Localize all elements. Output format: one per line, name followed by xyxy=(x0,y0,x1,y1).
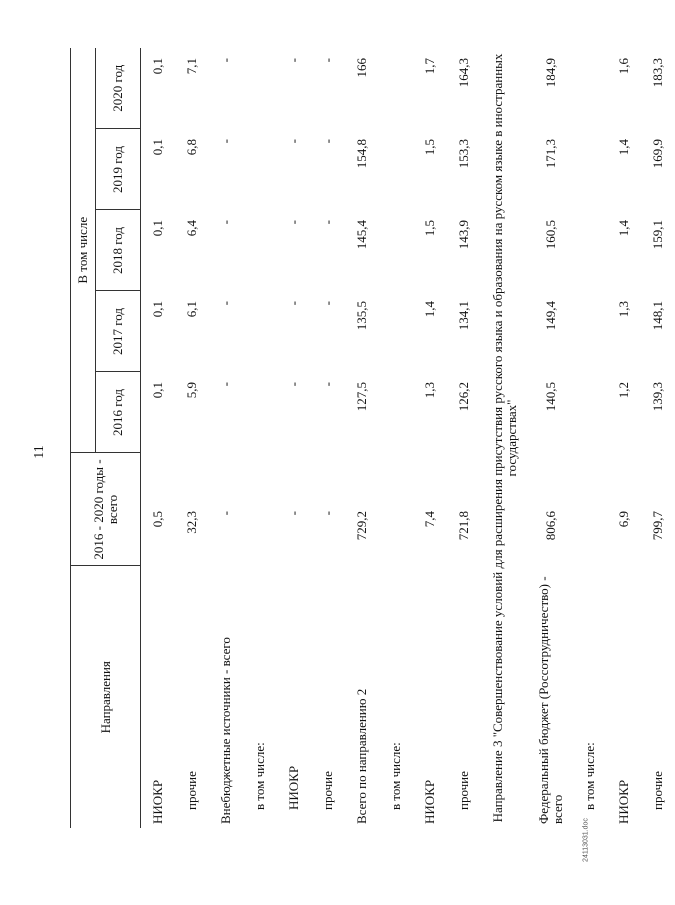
cell: 126,2 xyxy=(456,382,471,412)
header-total: 2016 - 2020 годы - всего xyxy=(71,453,141,566)
cell: 1,4 xyxy=(422,301,437,318)
header-year: 2017 год xyxy=(96,291,141,372)
cell xyxy=(573,453,607,566)
cell: - xyxy=(320,139,335,144)
cell: - xyxy=(286,511,301,516)
cell: 0,1 xyxy=(150,220,165,237)
cell xyxy=(379,291,413,372)
table-row xyxy=(607,48,641,828)
cell: 1,2 xyxy=(616,382,631,399)
cell: 7,1 xyxy=(184,58,199,75)
header-year: 2020 год xyxy=(96,48,141,129)
cell: - xyxy=(218,511,233,516)
cell: 0,1 xyxy=(150,139,165,156)
section-title-row xyxy=(481,48,529,828)
cell xyxy=(379,372,413,453)
cell xyxy=(243,453,277,566)
cell: 0,1 xyxy=(150,58,165,75)
cell xyxy=(379,48,413,129)
cell: 6,8 xyxy=(184,139,199,156)
cell: 1,3 xyxy=(616,301,631,318)
row-label: НИОКР xyxy=(616,779,631,824)
table-row xyxy=(345,48,379,828)
cell: - xyxy=(286,382,301,387)
cell: - xyxy=(320,511,335,516)
cell: - xyxy=(286,139,301,144)
cell: 1,3 xyxy=(422,382,437,399)
table-row xyxy=(529,48,573,828)
cell: 140,5 xyxy=(543,382,558,412)
cell: 154,8 xyxy=(354,139,369,169)
cell: 6,1 xyxy=(184,301,199,318)
cell: 159,1 xyxy=(650,220,665,250)
footer-filename: 24113031.doc xyxy=(582,818,590,862)
table-row xyxy=(447,48,481,828)
cell: 1,5 xyxy=(422,139,437,156)
cell: 183,3 xyxy=(650,58,665,88)
cell: 0,1 xyxy=(150,382,165,399)
cell: 139,3 xyxy=(650,382,665,412)
table-row xyxy=(311,48,345,828)
cell xyxy=(243,291,277,372)
row-label: в том числе: xyxy=(388,742,403,810)
cell: - xyxy=(218,58,233,63)
cell xyxy=(379,129,413,210)
row-label: НИОКР xyxy=(286,765,301,810)
cell: 143,9 xyxy=(456,220,471,250)
cell: - xyxy=(286,58,301,63)
row-label: в том числе: xyxy=(582,742,597,810)
cell xyxy=(243,372,277,453)
cell: 6,4 xyxy=(184,220,199,237)
cell: 169,9 xyxy=(650,139,665,169)
header-year: 2018 год xyxy=(96,210,141,291)
cell: 164,3 xyxy=(456,58,471,88)
cell: - xyxy=(218,139,233,144)
cell: 149,4 xyxy=(543,301,558,331)
row-label: прочие xyxy=(650,771,665,810)
row-label: прочие xyxy=(184,771,199,810)
row-label: Всего по направлению 2 xyxy=(354,688,369,824)
cell: - xyxy=(286,220,301,225)
cell: 148,1 xyxy=(650,301,665,331)
row-label: НИОКР xyxy=(150,779,165,824)
cell xyxy=(573,291,607,372)
table-row xyxy=(277,48,311,828)
table-row xyxy=(141,48,176,828)
cell: 1,7 xyxy=(422,58,437,75)
cell xyxy=(243,210,277,291)
cell: 799,7 xyxy=(650,511,665,541)
row-label: в том числе: xyxy=(252,742,267,810)
table-row xyxy=(641,48,675,828)
cell: 721,8 xyxy=(456,511,471,541)
cell: - xyxy=(218,382,233,387)
cell: 127,5 xyxy=(354,382,369,412)
cell xyxy=(573,210,607,291)
budget-table xyxy=(70,48,675,828)
cell: 1,5 xyxy=(422,220,437,237)
row-label: Внебюджетные источники - всего xyxy=(218,637,233,824)
row-label: Федеральный бюджет (Россотрудничество) - всего xyxy=(535,576,565,824)
cell: 0,5 xyxy=(150,511,165,528)
cell: 32,3 xyxy=(184,511,199,534)
cell: 1,4 xyxy=(616,139,631,156)
cell: 1,4 xyxy=(616,220,631,237)
row-label: НИОКР xyxy=(422,779,437,824)
section-3-title: Направление 3 "Совершенствование условий для расширения присутствия русского языка и образования на русском языке в иностранных государствах" xyxy=(490,53,519,823)
cell: 806,6 xyxy=(543,511,558,541)
table-row xyxy=(175,48,209,828)
cell: - xyxy=(218,301,233,306)
table-row xyxy=(243,48,277,828)
rotated-table-container xyxy=(70,48,665,828)
cell xyxy=(243,129,277,210)
cell: - xyxy=(320,220,335,225)
header-group: В том числе xyxy=(71,48,96,453)
cell: 135,5 xyxy=(354,301,369,331)
cell: 5,9 xyxy=(184,382,199,399)
table-row xyxy=(573,48,607,828)
cell xyxy=(243,48,277,129)
table-row xyxy=(209,48,243,828)
cell: 6,9 xyxy=(616,511,631,528)
cell: 0,1 xyxy=(150,301,165,318)
cell xyxy=(573,372,607,453)
row-label: прочие xyxy=(320,771,335,810)
table-row xyxy=(413,48,447,828)
cell: 166 xyxy=(354,58,369,78)
cell: 134,1 xyxy=(456,301,471,331)
cell: - xyxy=(286,301,301,306)
cell xyxy=(573,129,607,210)
cell: 7,4 xyxy=(422,511,437,528)
cell xyxy=(573,48,607,129)
cell: - xyxy=(218,220,233,225)
cell: 153,3 xyxy=(456,139,471,169)
cell: - xyxy=(320,301,335,306)
cell: - xyxy=(320,58,335,63)
header-year: 2016 год xyxy=(96,372,141,453)
header-year: 2019 год xyxy=(96,129,141,210)
cell xyxy=(379,210,413,291)
cell: 729,2 xyxy=(354,511,369,541)
cell: 145,4 xyxy=(354,220,369,250)
header-direction: Направления xyxy=(71,566,141,828)
cell: 160,5 xyxy=(543,220,558,250)
cell: 171,3 xyxy=(543,139,558,169)
cell xyxy=(379,453,413,566)
page-number: 11 xyxy=(32,445,47,459)
row-label: прочие xyxy=(456,771,471,810)
cell: - xyxy=(320,382,335,387)
table-row xyxy=(379,48,413,828)
cell: 184,9 xyxy=(543,58,558,88)
cell: 1,6 xyxy=(616,58,631,75)
